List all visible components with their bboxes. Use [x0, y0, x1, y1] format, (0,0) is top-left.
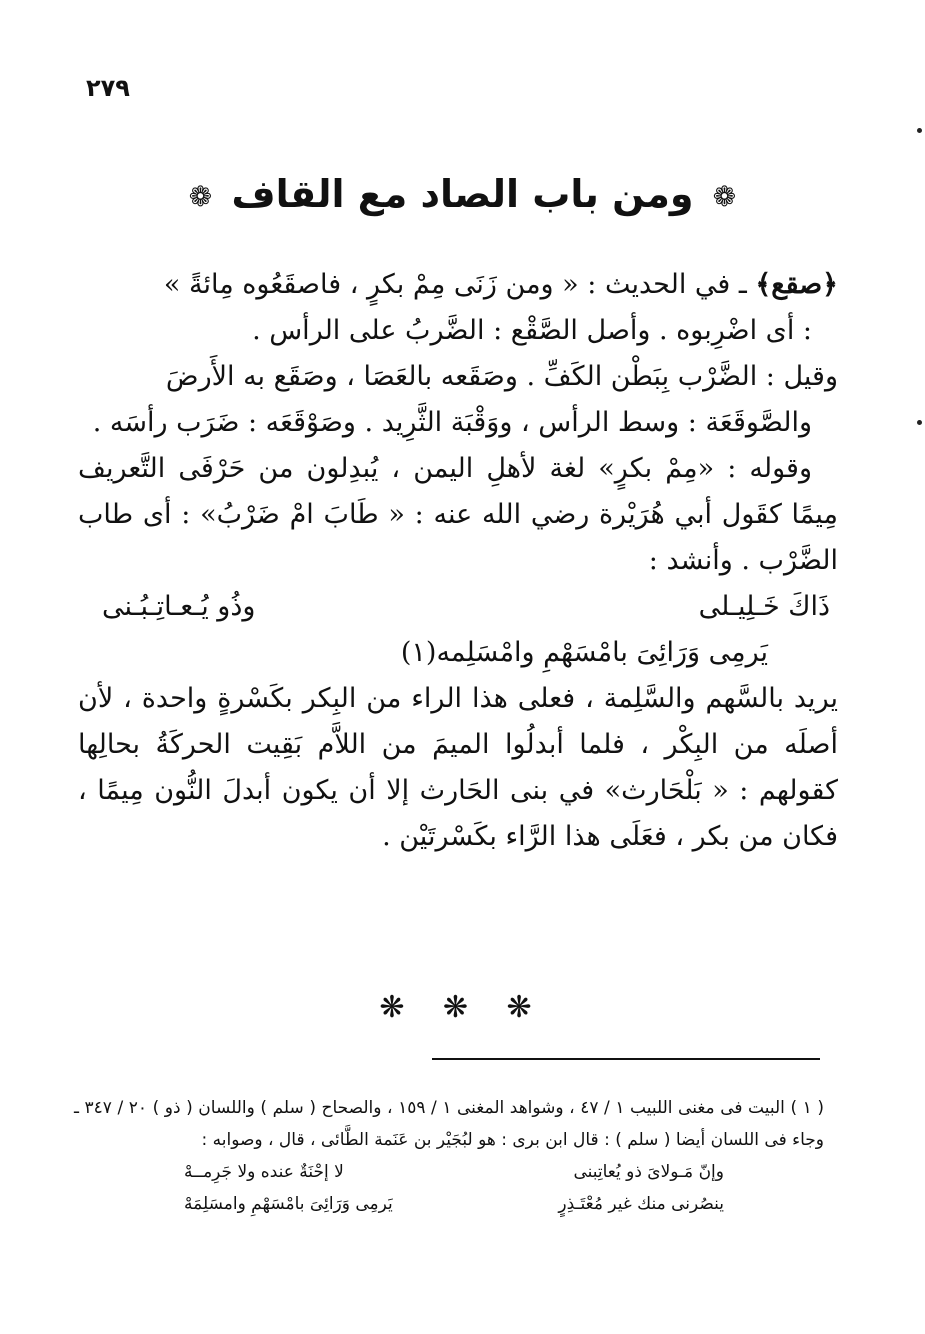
verse-hemistich-left: وذُو يُـعـاتِـبُـنى	[102, 591, 256, 622]
entry-line-2: : أى اضْرِبوه . وأصل الصَّقْع : الضَّربُ على الرأس .	[252, 315, 812, 346]
verse-hemistich-right: ذَاكَ خَـلِيـلى	[698, 591, 830, 622]
entry-head: ﴿صقع﴾	[755, 269, 838, 300]
section-separator: ❋ ❋ ❋	[379, 990, 546, 1025]
entry-line-1-text: ـ في الحديث : « ومن زَنَى مِمْ بكرٍ ، فاصقَعُوه مِائةً »	[163, 269, 756, 300]
chapter-title-text: ومن باب الصاد مع القاف	[231, 172, 694, 216]
footnote-verse-1-right: وإنّ مَـولاىَ ذو يُعاتِبنى	[573, 1162, 724, 1182]
footnote	[74, 1092, 824, 1220]
entry-line-1	[78, 262, 838, 308]
chapter-title	[0, 172, 925, 216]
entry-line-5: وقوله : «مِمْ بكرٍ» لغة لأهلِ اليمن ، يُبدِلون من حَرْفَى التَّعريف مِيمًا كقَول أبي هُرَيْرة رضي الله عنه : « طَابَ امْ ضَرْبُ» : أى طاب الضَّرْب . وأنشد :	[78, 453, 838, 576]
footnote-text: ( ١ ) البيت فى مغنى اللبيب ١ / ٤٧ ، وشواهد المغنى ١ / ١٥٩ ، والصحاح ( سلم ) واللسان ( ذو ) ٢٠ / ٣٤٧ ـ وجاء فى اللسان أيضا ( سلم ) : قال ابن برى : هو لبُجَيْر بن عَنَمة الطَّائى ، قال ، وصوابه :	[74, 1098, 824, 1150]
footnote-verse-1-left: لا إحْنَةٌ عنده ولا جَرِمــهْ	[184, 1162, 344, 1182]
verse-line-2	[78, 630, 838, 676]
entry-line-4: والصَّوقَعَة : وسط الرأس ، ووَقْبَة الثَّرِيد . وصَوْقَعَه : ضَرَب رأسَه .	[92, 407, 812, 438]
ornament-open-icon: ❁	[712, 180, 737, 213]
entry-body	[78, 262, 838, 860]
footnote-verse-1	[74, 1156, 824, 1188]
verse-hemistich-second: يَرمِى وَرَائِىَ بامْسَهْمِ وامْسَلِمه(١)	[400, 637, 768, 668]
edge-mark-middle	[917, 420, 922, 425]
ornament-close-icon: ❁	[188, 180, 213, 213]
entry-line-3: وقيل : الضَّرْب بِبَطْن الكَفِّ . وصَقَعه بالعَصَا ، وصَقَع به الأَرضَ	[165, 361, 838, 392]
edge-mark-top	[917, 128, 922, 133]
verse-line-1	[78, 584, 838, 630]
footnote-rule	[432, 1058, 820, 1060]
footnote-verse-2-left: يَرمِى وَرَائِىَ بامْسَهْمِ وامسَلِمَهْ	[184, 1194, 393, 1214]
footnote-verse-2	[74, 1188, 824, 1220]
page-number: ٢٧٩	[86, 74, 130, 102]
footnote-verse-2-right: ينصُرنى منك غير مُعْتَـذِرٍ	[558, 1194, 724, 1214]
entry-line-6: يريد بالسَّهم والسَّلِمة ، فعلى هذا الراء من البِكر بكَسْرةٍ واحدة ، لأن أصلَه من البِكْر ، فلما أبدلُوا الميمَ من اللاَّم بَقِيت الحركَةُ بحالِها كقولهم : « بَلْحَارث» في بنى الحَارث إلا أن يكون أبدلَ النُّون مِيمًا ، فكان من بكر ، فعَلَى هذا الرَّاء بكَسْرتَيْن .	[78, 683, 838, 852]
